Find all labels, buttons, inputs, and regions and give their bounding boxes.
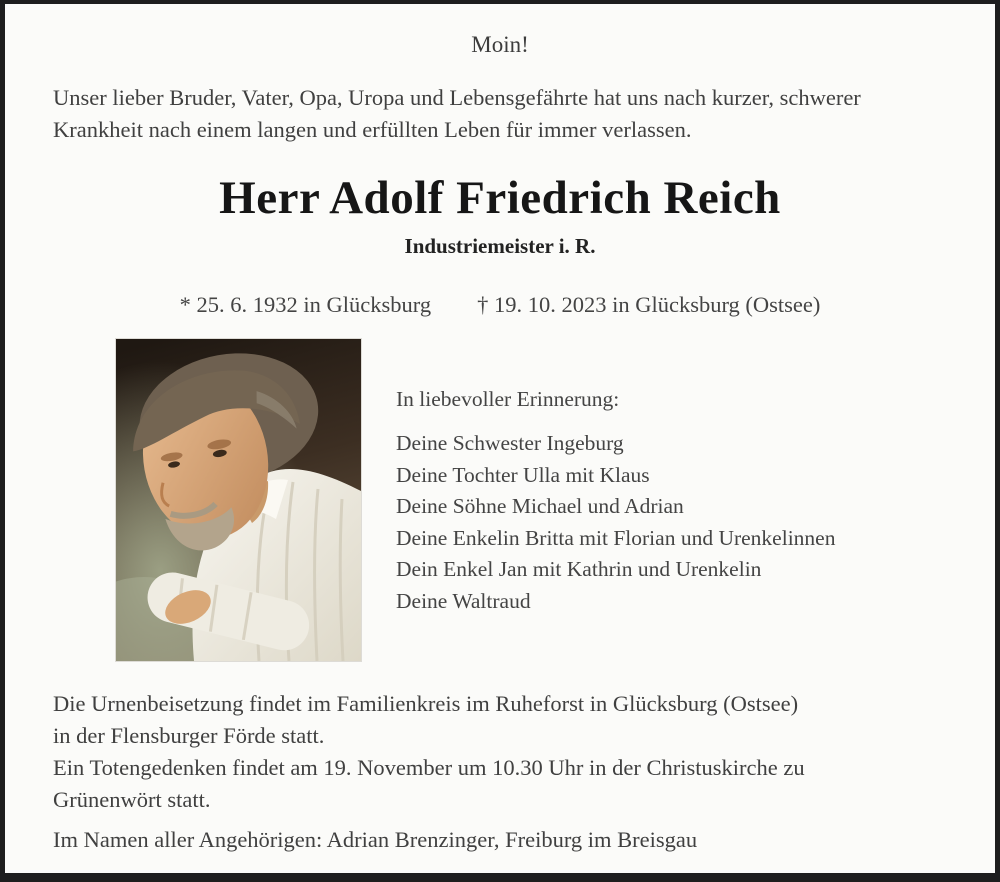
intro-line: Unser lieber Bruder, Vater, Opa, Uropa und Lebensgefährte hat uns nach kurzer, schwerer — [53, 85, 861, 110]
mourner-line: Deine Waltraud — [396, 588, 531, 613]
birth-date: * 25. 6. 1932 in Glücksburg — [179, 292, 432, 317]
mourner-line: Deine Söhne Michael und Adrian — [396, 494, 684, 518]
life-dates — [5, 290, 995, 320]
deceased-occupation: Industriemeister i. R. — [404, 234, 596, 258]
mourner-line: Deine Schwester Ingeburg — [396, 431, 624, 455]
closing-line: Im Namen aller Angehörigen: Adrian Brenzinger, Freiburg im Breisgau — [53, 827, 698, 852]
announcements — [53, 688, 947, 816]
deceased-name: Herr Adolf Friedrich Reich — [219, 172, 781, 224]
burial-info-line: in der Flensburger Förde statt. — [53, 723, 325, 748]
intro-line: Krankheit nach einem langen und erfüllten Leben für immer verlassen. — [53, 117, 692, 142]
death-date: † 19. 10. 2023 in Glücksburg (Ostsee) — [477, 292, 821, 317]
intro-paragraph — [53, 82, 947, 146]
mourner-line: Dein Enkel Jan mit Kathrin und Urenkelin — [396, 557, 762, 581]
mourner-line: Deine Enkelin Britta mit Florian und Urenkelinnen — [396, 525, 836, 550]
memorial-service-line: Grünenwört statt. — [53, 787, 211, 812]
memorial-service-line: Ein Totengedenken findet am 19. November um 10.30 Uhr in der Christuskirche zu — [53, 755, 805, 780]
greeting: Moin! — [471, 32, 529, 57]
mourner-line: Deine Tochter Ulla mit Klaus — [396, 462, 650, 487]
portrait-photo — [115, 338, 362, 662]
memorial-heading: In liebevoller Erinnerung: — [396, 387, 620, 411]
photo-and-mourners-section — [115, 338, 995, 662]
burial-info-line: Die Urnenbeisetzung findet im Familienkreis im Ruheforst in Glücksburg (Ostsee) — [53, 691, 799, 716]
mourners-block — [396, 338, 835, 662]
